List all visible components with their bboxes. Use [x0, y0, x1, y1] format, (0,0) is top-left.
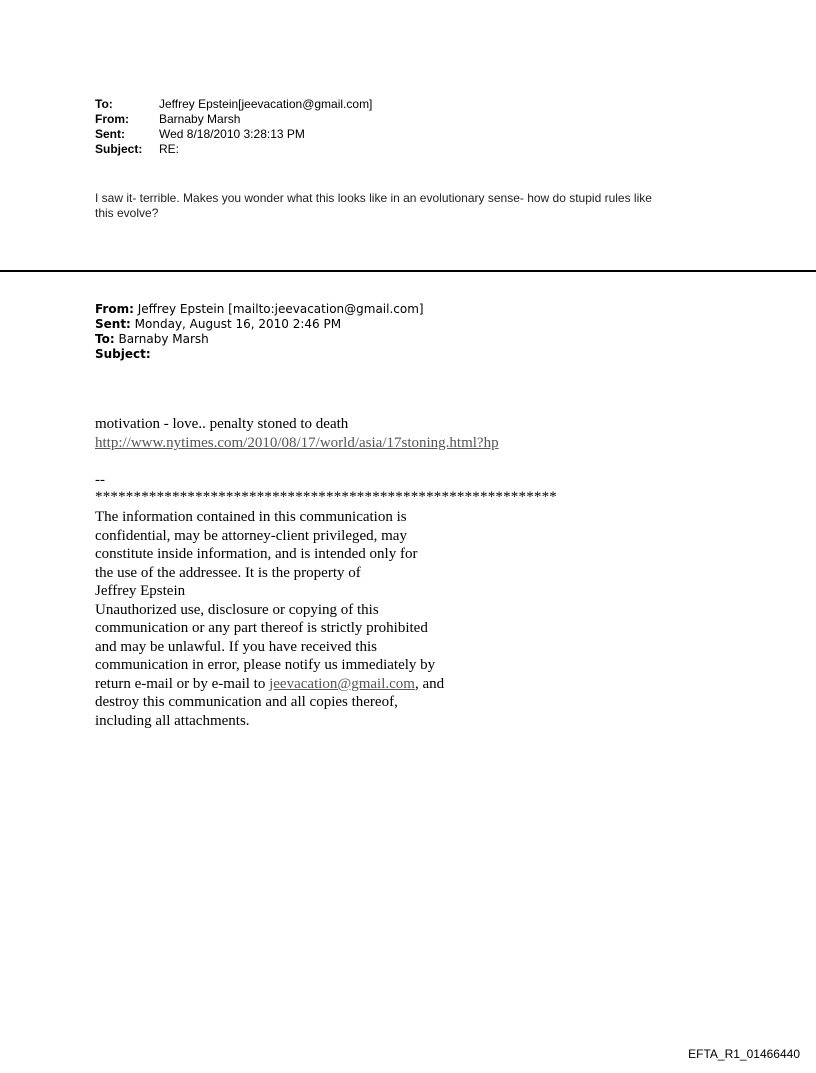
disclaimer-line: destroy this communication and all copies thereof, — [95, 694, 398, 710]
quoted-sent-row — [95, 317, 341, 331]
from-value: Barnaby Marsh — [159, 112, 241, 126]
signature-dash: -- — [95, 472, 105, 488]
disclaimer-text: return e-mail or by e-mail to — [95, 675, 270, 692]
quoted-from-value: Jeffrey Epstein [mailto:jeevacation@gmail.com] — [133, 302, 424, 316]
sent-value: Wed 8/18/2010 3:28:13 PM — [159, 127, 305, 141]
disclaimer-line: The information contained in this communication is — [95, 509, 407, 525]
quoted-from-label: From: — [95, 302, 134, 316]
confidentiality-disclaimer — [95, 508, 444, 730]
header-to-row — [95, 97, 372, 111]
email-link[interactable]: jeevacation@gmail.com — [269, 675, 415, 692]
quoted-sent-value: Monday, August 16, 2010 2:46 PM — [130, 317, 342, 331]
disclaimer-line: communication or any part thereof is strictly prohibited — [95, 620, 428, 636]
disclaimer-line: and may be unlawful. If you have received this — [95, 638, 377, 655]
quoted-to-value: Barnaby Marsh — [114, 332, 209, 346]
to-value: Jeffrey Epstein[jeevacation@gmail.com] — [159, 97, 373, 111]
disclaimer-line: including all attachments. — [95, 712, 250, 729]
subject-label: Subject: — [95, 142, 143, 156]
disclaimer-line: communication in error, please notify us immediately by — [95, 657, 436, 673]
sent-label: Sent: — [95, 127, 125, 141]
from-label: From: — [95, 112, 129, 126]
disclaimer-line: Unauthorized use, disclosure or copying of this — [95, 601, 379, 618]
disclaimer-line — [95, 675, 444, 694]
quoted-sent-label: Sent: — [95, 317, 131, 331]
disclaimer-line: Jeffrey Epstein — [95, 583, 186, 599]
signature-stars: ************************************************************ — [95, 489, 557, 505]
header-sent-row — [95, 127, 305, 141]
disclaimer-line: constitute inside information, and is intended only for — [95, 546, 418, 562]
quoted-subject-label: Subject: — [95, 347, 151, 361]
quoted-from-row — [95, 302, 424, 316]
quoted-to-label: To: — [95, 332, 115, 346]
reply-body — [95, 191, 735, 221]
reply-line-1: I saw it- terrible. Makes you wonder what this looks like in an evolutionary sense- how do stupid rules like — [95, 191, 652, 205]
to-label: To: — [95, 97, 113, 111]
message-divider — [0, 270, 816, 272]
quoted-to-row — [95, 332, 209, 346]
nytimes-link[interactable]: http://www.nytimes.com/2010/08/17/world/asia/17stoning.html?hp — [95, 435, 499, 451]
header-subject-row — [95, 142, 179, 156]
disclaimer-line: confidential, may be attorney-client privileged, may — [95, 527, 407, 544]
reply-line-2: this evolve? — [95, 206, 159, 220]
disclaimer-text: , and — [414, 675, 445, 692]
header-from-row — [95, 112, 240, 126]
quoted-subject-row — [95, 347, 151, 361]
document-id: EFTA_R1_01466440 — [688, 1047, 800, 1061]
disclaimer-line: the use of the addressee. It is the property of — [95, 564, 361, 581]
subject-value: RE: — [159, 142, 180, 156]
message-text: motivation - love.. penalty stoned to death — [95, 416, 349, 432]
